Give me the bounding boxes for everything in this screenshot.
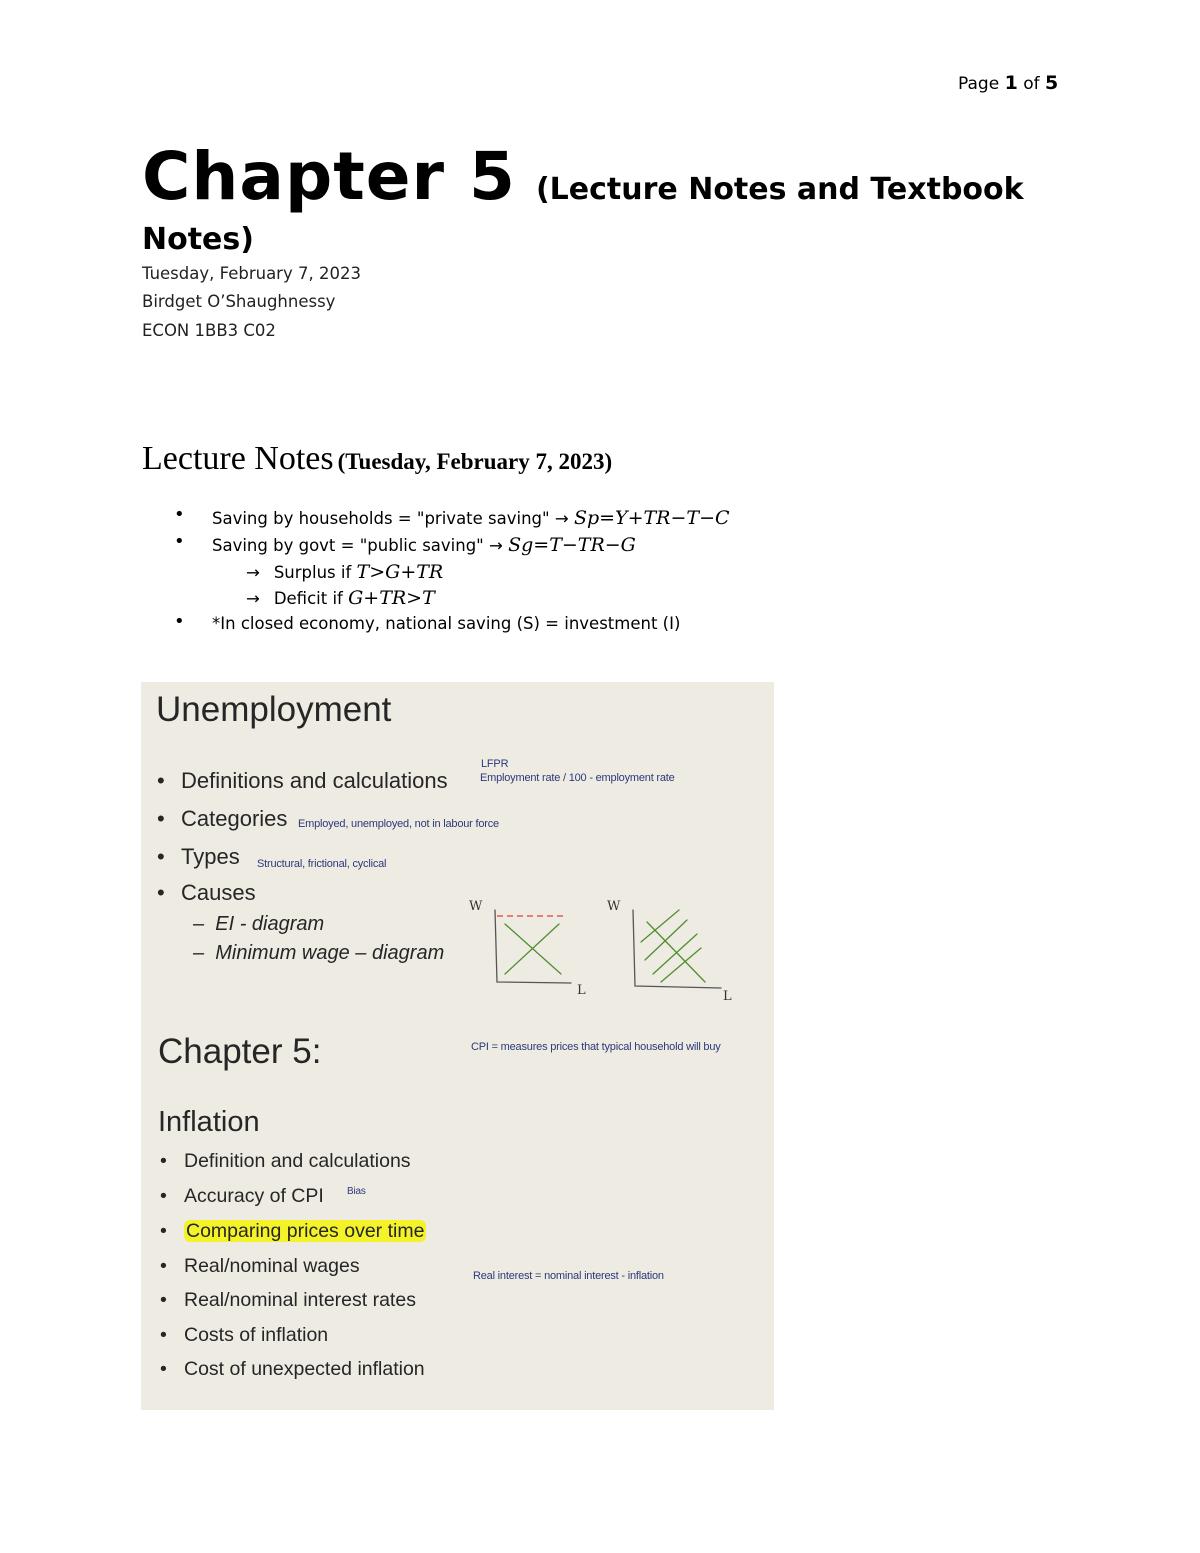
handwritten-note: Real interest = nominal interest - inflation [473,1270,664,1282]
w-label: W [607,899,621,914]
sub-item-surplus: → Surplus if T>G+TR [246,561,444,583]
slide-item: • Costs of inflation [160,1324,329,1346]
date-line: Tuesday, February 7, 2023 [142,264,361,283]
handwritten-note: Structural, frictional, cyclical [257,858,387,870]
bullet-icon: • [174,611,185,632]
list-item: • Saving by govt = "public saving" → Sg=T−TR−G [174,531,636,556]
arrow-right-icon: → [246,563,260,582]
handwritten-note: LFPR [481,758,509,770]
sub-item-deficit: → Deficit if G+TR>T [246,587,435,609]
title-continued: Notes) [142,222,254,257]
slide-subitem: – Minimum wage – diagram [193,942,445,964]
handwritten-note: Bias [347,1186,366,1197]
l-label: L [723,989,732,1004]
slide-item: • Definitions and calculations [157,768,448,793]
slide-item: • Cost of unexpected inflation [160,1358,425,1380]
slide-screenshot [141,682,774,1410]
title-main: Chapter 5 [142,138,516,215]
slide-item: • Real/nominal wages [160,1255,360,1277]
slide-item: • Types [157,844,240,869]
title-sub: (Lecture Notes and Textbook [535,172,1024,207]
author-line: Birdget O’Shaughnessy [142,292,336,311]
chapter-title: Chapter 5: [158,1032,322,1071]
list-item: • Saving by households = "private saving" → Sp=Y+TR−T−C [174,504,730,529]
unemployment-title: Unemployment [156,690,392,729]
l-label: L [577,983,586,998]
lecture-heading: Lecture Notes (Tuesday, February 7, 2023) [142,440,613,477]
slide-item: • Real/nominal interest rates [160,1289,416,1311]
highlighted-text: Comparing prices over time [186,1220,425,1242]
bullet-icon: • [174,531,185,552]
bullet-icon: • [174,504,185,525]
handwritten-note: CPI = measures prices that typical household will buy [471,1041,721,1053]
list-item: • *In closed economy, national saving (S) = investment (I) [174,611,681,633]
slide-subitem: – EI - diagram [193,913,325,935]
handwritten-note: Employment rate / 100 - employment rate [480,772,675,784]
page-number: Page 1 of 5 [958,72,1059,94]
handwritten-note: Employed, unemployed, not in labour force [298,818,499,830]
w-label: W [469,899,483,914]
page-title [142,138,1024,215]
slide-item: • Definition and calculations [160,1150,411,1172]
arrow-right-icon: → [246,589,260,608]
labour-market-diagrams [461,894,751,1004]
slide-item: • Categories [157,806,288,831]
slide-item: • Causes [157,880,256,905]
slide-item: • Accuracy of CPI [160,1185,324,1207]
inflation-title: Inflation [158,1106,260,1138]
slide-item: • Comparing prices over time [160,1220,425,1242]
axes-right [633,910,721,988]
course-line: ECON 1BB3 C02 [142,321,276,340]
